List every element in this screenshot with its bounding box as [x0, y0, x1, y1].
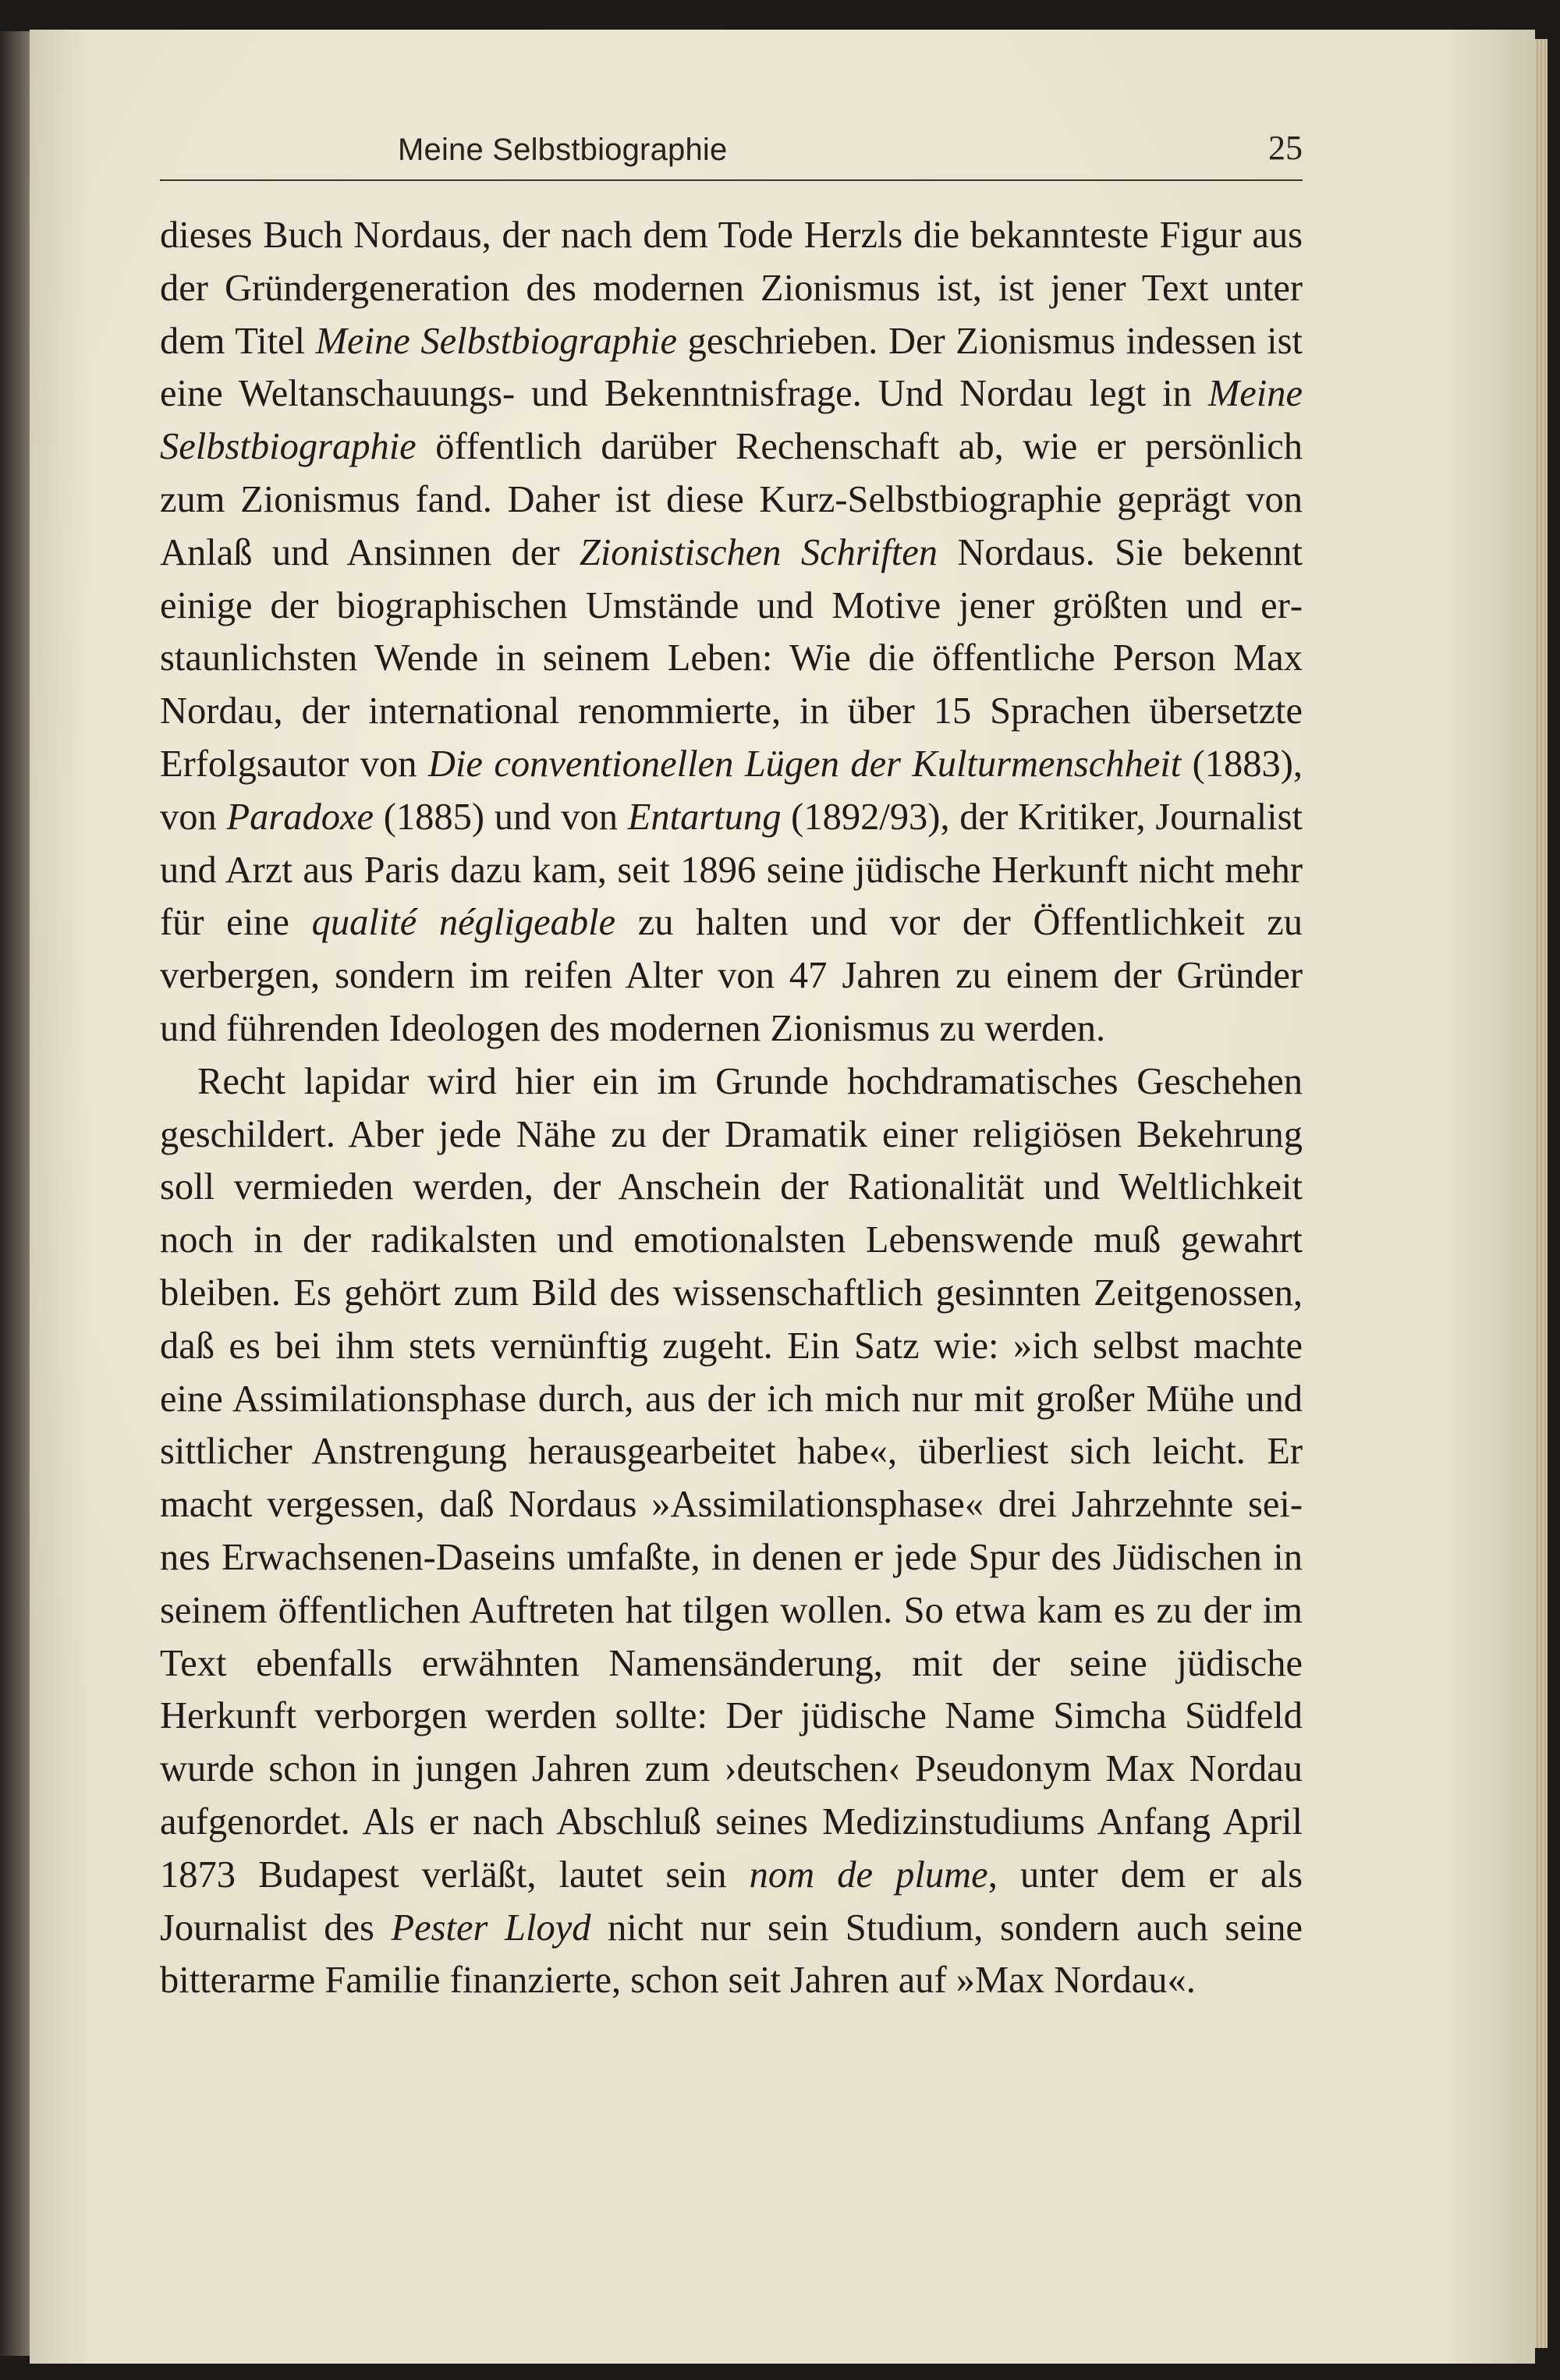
book-spine-edge — [0, 31, 33, 2356]
text-span: Recht lapidar wird hier ein im Grunde hochdramatisches Geschehen geschildert. Aber jede Nähe zu der Dramatik einer religiösen Bekehrung soll vermieden werden, der Anschein der Rationalität und Weltlichkeit noch in der radikalsten und emotionalsten Lebenswende muß gewahrt bleiben. Es gehört zum Bild des wissenschaftlich gesinnten Zeitgenossen, daß es bei ihm stets vernünftig zugeht. Ein Satz wie: »ich selbst machte eine Assimilationsphase durch, aus der ich mich nur mit großer Mühe und sittlicher Anstrengung herausgearbeitet habe«, überliest sich leicht. Er macht vergessen, daß Nordaus »Assimilationsphase« drei Jahrzehnte seines Erwachsenen-Daseins umfaßte, in denen er jede Spur des Jüdischen in seinem öffentlichen Auftreten hat tilgen wollen. So etwa kam es zu der im Text ebenfalls erwähnten Namensänderung, mit der seine jüdische Herkunft verborgen werden sollte: Der jüdische Name Simcha Südfeld wurde schon in jungen Jahren zum ›deutschen‹ Pseudonym Max Nordau aufgenordet. Als er nach Abschluß seines Medizinstudiums Anfang April 1873 Budapest verläßt, lautet sein — [160, 1060, 1303, 1896]
text-span: (1885) und von — [374, 796, 628, 838]
text-span: geschrieben. Der Zionismus indessen ist eine Weltanschauungs- und Bekenntnisfrage. Und Nordau legt in — [160, 320, 1303, 415]
text-span: Nordaus. Sie bekennt einige der biographischen Umstände und Motive jener größten und erstaunlichsten Wende in seinem Leben: Wie die öffentliche Person Max Nordau, der international renommierte, in über 15 Sprachen übersetzte Erfolgsautor von — [160, 531, 1303, 785]
italic-title: Entartung — [627, 796, 782, 838]
text-span: zu halten und vor der Öffentlichkeit zu verbergen, sondern im reifen Alter von 47 Jahren zu einem der Gründer und führenden Ideologen des modernen Zionismus zu werden. — [160, 902, 1303, 1049]
running-header — [160, 125, 1303, 181]
italic-title: Meine Selbstbiographie — [160, 373, 1303, 468]
page-number: 25 — [1268, 129, 1303, 167]
italic-phrase: qualité négligeable — [311, 902, 616, 944]
text-span: dieses Buch Nordaus, der nach dem Tode Herzls die bekannteste Figur aus der Gründergeneration des modernen Zionismus ist, ist jener Text unter dem Titel — [160, 215, 1303, 362]
italic-title: Die conventionellen Lügen der Kulturmenschheit — [427, 743, 1182, 785]
italic-title: Zionistischen Schriften — [579, 531, 938, 573]
paragraph-2 — [160, 1055, 1303, 2007]
paragraph-1 — [160, 209, 1303, 1055]
italic-title: Pester Lloyd — [391, 1906, 591, 1949]
text-span: , unter dem er als Journalist des — [160, 1853, 1303, 1949]
text-span: nicht nur sein Studium, sondern auch seine bitterarme Familie finanzierte, schon seit Jahren auf »Max Nordau«. — [160, 1906, 1303, 2002]
body-text — [160, 209, 1303, 2007]
italic-phrase: nom de plume — [749, 1853, 988, 1896]
text-span: (1892/93), der Kritiker, Journalist und Arzt aus Paris dazu kam, seit 1896 seine jüdische Herkunft nicht mehr für eine — [160, 796, 1303, 944]
italic-title: Paradoxe — [226, 796, 374, 838]
text-span: öffentlich darüber Rechenschaft ab, wie er persönlich zum Zionismus fand. Daher ist diese Kurz-Selbstbiographie geprägt von Anlaß und Ansinnen der — [160, 426, 1303, 573]
running-title: Meine Selbstbiographie — [398, 133, 728, 167]
italic-title: Meine Selbstbiographie — [315, 320, 678, 362]
text-span: (1883), von — [160, 743, 1303, 838]
